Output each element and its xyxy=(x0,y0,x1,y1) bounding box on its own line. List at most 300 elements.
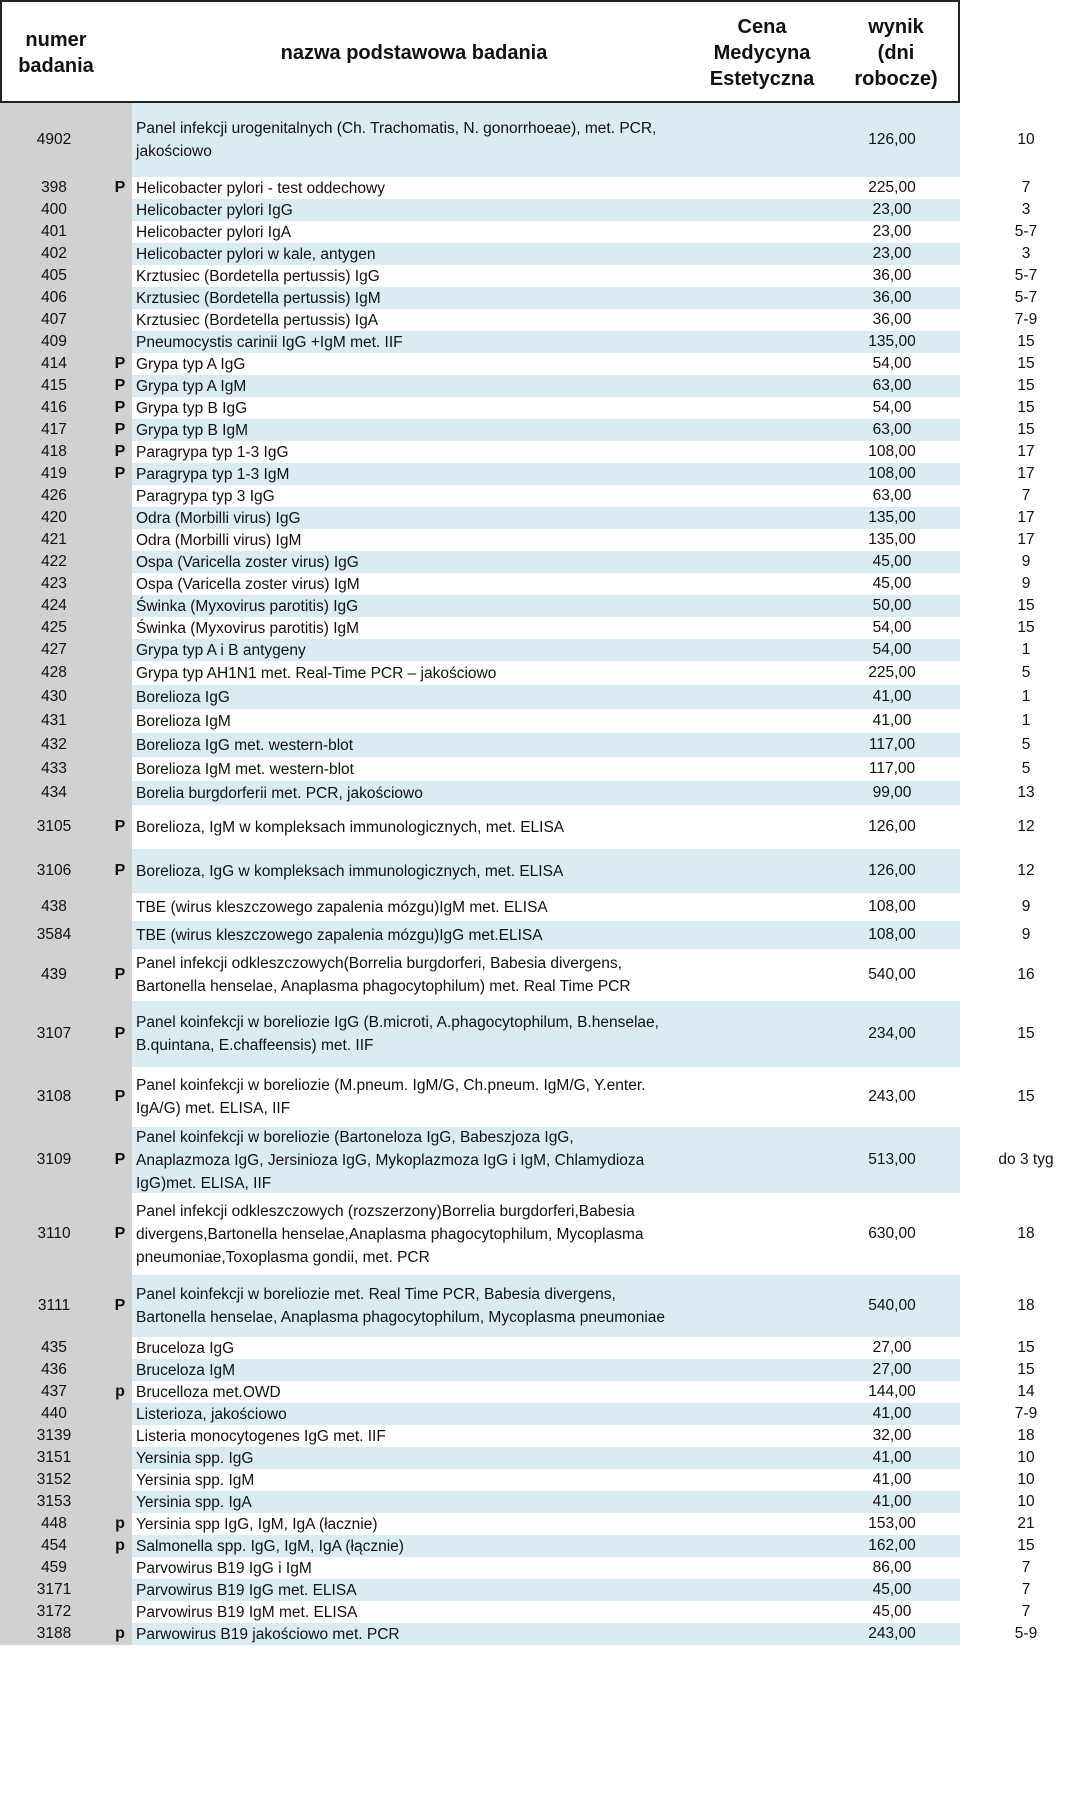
test-flag xyxy=(108,595,132,617)
test-flag xyxy=(108,781,132,805)
test-flag xyxy=(108,309,132,331)
test-price: 540,00 xyxy=(868,966,916,983)
test-price: 108,00 xyxy=(868,898,916,915)
row-body xyxy=(132,485,1031,507)
result-days: 18 xyxy=(1017,1427,1035,1444)
row-body xyxy=(132,733,1031,757)
test-number: 406 xyxy=(0,287,108,309)
test-name: Yersinia spp IgG, IgM, IgA (łacznie) xyxy=(136,1515,378,1533)
table-row xyxy=(0,309,1038,331)
table-row xyxy=(0,353,1035,375)
row-body xyxy=(132,1193,1035,1275)
test-flag xyxy=(108,551,132,573)
result-days: 15 xyxy=(1017,1361,1035,1378)
row-body xyxy=(132,1535,1035,1557)
test-name: Świnka (Myxovirus parotitis) IgG xyxy=(136,597,359,615)
test-number: 3106 xyxy=(0,849,108,893)
test-flag xyxy=(108,1557,132,1579)
row-body xyxy=(132,573,1031,595)
test-price: 27,00 xyxy=(872,1339,912,1356)
test-name: Borelioza IgG xyxy=(136,688,230,706)
table-row xyxy=(0,507,1035,529)
test-price: 32,00 xyxy=(872,1427,912,1444)
test-price: 23,00 xyxy=(872,245,912,262)
test-name: Helicobacter pylori IgG xyxy=(136,201,293,219)
test-name: Świnka (Myxovirus parotitis) IgM xyxy=(136,619,360,637)
test-number: 3584 xyxy=(0,921,108,949)
result-days: 14 xyxy=(1017,1383,1035,1400)
test-name: Helicobacter pylori - test oddechowy xyxy=(136,179,385,197)
test-price: 41,00 xyxy=(872,712,912,729)
result-days: 5-7 xyxy=(1014,289,1038,306)
test-flag xyxy=(108,757,132,781)
result-days: 16 xyxy=(1017,966,1035,983)
result-days: 18 xyxy=(1017,1297,1035,1314)
result-days: 17 xyxy=(1017,531,1035,548)
test-number: 432 xyxy=(0,733,108,757)
test-flag xyxy=(108,921,132,949)
test-number: 435 xyxy=(0,1337,108,1359)
test-price: 630,00 xyxy=(868,1225,916,1242)
test-flag: P xyxy=(108,849,132,893)
row-body xyxy=(132,1067,1035,1127)
test-price: 86,00 xyxy=(872,1559,912,1576)
test-price: 153,00 xyxy=(868,1515,916,1532)
test-name: Panel koinfekcji w boreliozie (M.pneum. IgM/G, Ch.pneum. IgM/G, Y.enter. IgA/G) met. ELISA, IIF xyxy=(136,1077,646,1117)
test-flag: P xyxy=(108,375,132,397)
test-flag: P xyxy=(108,805,132,849)
test-flag: P xyxy=(108,397,132,419)
test-number: 3107 xyxy=(0,1001,108,1067)
test-name: Borelioza, IgG w kompleksach immunologicznych, met. ELISA xyxy=(136,862,564,880)
table-row xyxy=(0,1447,1035,1469)
result-days: 15 xyxy=(1017,1537,1035,1554)
test-price: 117,00 xyxy=(868,760,916,777)
row-body xyxy=(132,781,1035,805)
row-body xyxy=(132,1601,1031,1623)
table-row xyxy=(0,551,1031,573)
test-price: 54,00 xyxy=(872,619,912,636)
test-price: 27,00 xyxy=(872,1361,912,1378)
test-name: Grypa typ A IgG xyxy=(136,355,246,373)
test-name: Parwowirus B19 jakościowo met. PCR xyxy=(136,1625,400,1643)
test-number: 3109 xyxy=(0,1127,108,1193)
test-flag xyxy=(108,287,132,309)
test-price: 63,00 xyxy=(872,377,912,394)
row-body xyxy=(132,441,1035,463)
row-body xyxy=(132,1381,1035,1403)
test-number: 419 xyxy=(0,463,108,485)
test-price: 135,00 xyxy=(868,333,916,350)
row-body xyxy=(132,661,1031,685)
test-flag: P xyxy=(108,1275,132,1337)
result-days: 5-7 xyxy=(1014,223,1038,240)
test-flag xyxy=(108,1447,132,1469)
row-body xyxy=(132,595,1035,617)
test-name: Panel koinfekcji w boreliozie IgG (B.microti, A.phagocytophilum, B.henselae, B.quintana, E.chaffeensis) met. IIF xyxy=(136,1014,659,1054)
test-price: 108,00 xyxy=(868,926,916,943)
row-body xyxy=(132,397,1035,419)
test-flag xyxy=(108,331,132,353)
test-price: 36,00 xyxy=(872,311,912,328)
result-days: 15 xyxy=(1017,1088,1035,1105)
test-number: 3139 xyxy=(0,1425,108,1447)
test-price: 126,00 xyxy=(868,862,916,879)
result-days: 7 xyxy=(1021,1559,1031,1576)
row-body xyxy=(132,639,1031,661)
table-row xyxy=(0,805,1035,849)
test-number: 3171 xyxy=(0,1579,108,1601)
test-price: 23,00 xyxy=(872,201,912,218)
row-body xyxy=(132,375,1035,397)
test-price: 41,00 xyxy=(872,1493,912,1510)
test-flag xyxy=(108,529,132,551)
table-row xyxy=(0,463,1035,485)
table-row xyxy=(0,375,1035,397)
test-name: Paragrypa typ 1-3 IgM xyxy=(136,465,290,483)
result-days: 3 xyxy=(1021,245,1031,262)
row-body xyxy=(132,419,1035,441)
test-flag xyxy=(108,199,132,221)
row-body xyxy=(132,463,1035,485)
table-row xyxy=(0,1425,1035,1447)
row-body xyxy=(132,921,1031,949)
result-days: 17 xyxy=(1017,509,1035,526)
result-days: 15 xyxy=(1017,619,1035,636)
test-name: TBE (wirus kleszczowego zapalenia mózgu)IgG met.ELISA xyxy=(136,926,543,944)
test-flag: P xyxy=(108,1067,132,1127)
test-price: 117,00 xyxy=(868,736,916,753)
test-name: Parvowirus B19 IgM met. ELISA xyxy=(136,1603,358,1621)
result-days: 3 xyxy=(1021,201,1031,218)
test-flag xyxy=(108,243,132,265)
test-name: Helicobacter pylori w kale, antygen xyxy=(136,245,376,263)
test-name: Borelioza IgM met. western-blot xyxy=(136,760,354,778)
test-name: Bruceloza IgM xyxy=(136,1361,236,1379)
test-flag: P xyxy=(108,1127,132,1193)
test-price: 41,00 xyxy=(872,1405,912,1422)
test-flag xyxy=(108,265,132,287)
test-flag xyxy=(108,1403,132,1425)
test-number: 424 xyxy=(0,595,108,617)
result-days: 7 xyxy=(1021,179,1031,196)
table-row xyxy=(0,1491,1035,1513)
test-number: 431 xyxy=(0,709,108,733)
table-row xyxy=(0,265,1038,287)
test-flag xyxy=(108,1491,132,1513)
table-row xyxy=(0,661,1031,685)
table-row xyxy=(0,1381,1035,1403)
test-flag xyxy=(108,485,132,507)
test-flag xyxy=(108,639,132,661)
test-number: 4902 xyxy=(0,103,108,177)
test-flag: p xyxy=(108,1513,132,1535)
test-flag xyxy=(108,1601,132,1623)
table-row xyxy=(0,1535,1035,1557)
row-body xyxy=(132,1359,1035,1381)
table-row xyxy=(0,287,1038,309)
test-number: 3108 xyxy=(0,1067,108,1127)
test-price: 126,00 xyxy=(868,818,916,835)
test-price: 135,00 xyxy=(868,531,916,548)
test-name: Paragrypa typ 1-3 IgG xyxy=(136,443,289,461)
test-flag: P xyxy=(108,441,132,463)
row-body xyxy=(132,757,1031,781)
table-row xyxy=(0,177,1031,199)
result-days: 10 xyxy=(1017,131,1035,148)
test-name: Grypa typ B IgM xyxy=(136,421,248,439)
test-price: 45,00 xyxy=(872,553,912,570)
result-days: 21 xyxy=(1017,1515,1035,1532)
row-body xyxy=(132,1469,1035,1491)
test-name: Grypa typ B IgG xyxy=(136,399,248,417)
test-price: 243,00 xyxy=(868,1088,916,1105)
test-flag xyxy=(108,103,132,177)
test-name: Brucelloza met.OWD xyxy=(136,1383,281,1401)
result-days: 1 xyxy=(1021,688,1031,705)
test-flag xyxy=(108,709,132,733)
test-name: Paragrypa typ 3 IgG xyxy=(136,487,275,505)
test-number: 417 xyxy=(0,419,108,441)
test-name: Panel infekcji odkleszczowych (rozszerzony)Borrelia burgdorferi,Babesia divergens,Bartonella henselae,Anaplasma phagocytophilum, Mycoplasma pneumoniae,Toxoplasma gondii, met. PCR xyxy=(136,1202,644,1266)
test-price: 99,00 xyxy=(872,784,912,801)
table-row xyxy=(0,1275,1035,1337)
row-body xyxy=(132,199,1031,221)
test-name: Pneumocystis carinii IgG +IgM met. IIF xyxy=(136,333,403,351)
test-name: Odra (Morbilli virus) IgM xyxy=(136,531,302,549)
row-body xyxy=(132,221,1038,243)
test-flag: P xyxy=(108,949,132,1001)
test-price: 126,00 xyxy=(868,131,916,148)
test-number: 437 xyxy=(0,1381,108,1403)
result-days: 7-9 xyxy=(1014,1405,1038,1422)
test-price: 234,00 xyxy=(868,1025,916,1042)
table-row xyxy=(0,573,1031,595)
row-body xyxy=(132,1425,1035,1447)
row-body xyxy=(132,287,1038,309)
header-price: Cena Medycyna Estetyczna xyxy=(709,15,815,90)
test-number: 426 xyxy=(0,485,108,507)
test-flag: P xyxy=(108,463,132,485)
test-name: Parvowirus B19 IgG i IgM xyxy=(136,1559,312,1577)
test-number: 3188 xyxy=(0,1623,108,1645)
test-number: 436 xyxy=(0,1359,108,1381)
row-body xyxy=(132,353,1035,375)
table-row xyxy=(0,1127,1054,1193)
result-days: 7 xyxy=(1021,1603,1031,1620)
row-body xyxy=(132,949,1035,1001)
test-flag xyxy=(108,617,132,639)
test-flag xyxy=(108,507,132,529)
table-row xyxy=(0,1623,1038,1645)
test-number: 400 xyxy=(0,199,108,221)
row-body xyxy=(132,1403,1038,1425)
table-row xyxy=(0,103,1035,177)
result-days: 15 xyxy=(1017,1339,1035,1356)
result-days: 10 xyxy=(1017,1449,1035,1466)
test-price: 36,00 xyxy=(872,289,912,306)
test-name: Helicobacter pylori IgA xyxy=(136,223,292,241)
test-price: 45,00 xyxy=(872,1603,912,1620)
row-body xyxy=(132,617,1035,639)
test-name: Panel infekcji odkleszczowych(Borrelia burgdorferi, Babesia divergens, Bartonella henselae, Anaplasma phagocytophilum) met. Real Time PCR xyxy=(136,955,631,995)
test-name: Ospa (Varicella zoster virus) IgM xyxy=(136,575,360,593)
table-row xyxy=(0,595,1035,617)
table-row xyxy=(0,419,1035,441)
result-days: 9 xyxy=(1021,898,1031,915)
table-row xyxy=(0,331,1035,353)
test-price: 135,00 xyxy=(868,509,916,526)
test-price: 63,00 xyxy=(872,487,912,504)
test-flag: P xyxy=(108,1001,132,1067)
table-row xyxy=(0,1001,1035,1067)
test-number: 430 xyxy=(0,685,108,709)
table-row xyxy=(0,1193,1035,1275)
test-flag: P xyxy=(108,177,132,199)
row-body xyxy=(132,1579,1031,1601)
result-days: 7 xyxy=(1021,487,1031,504)
test-name: Grypa typ A IgM xyxy=(136,377,247,395)
test-number: 434 xyxy=(0,781,108,805)
result-days: 15 xyxy=(1017,355,1035,372)
test-name: Salmonella spp. IgG, IgM, IgA (łącznie) xyxy=(136,1537,404,1555)
test-name: Panel koinfekcji w boreliozie (Bartoneloza IgG, Babeszjoza IgG, Anaplazmoza IgG, Jersinioza IgG, Mykoplazmoza IgG i IgM, Chlamydioza IgG)met. ELISA, IIF xyxy=(136,1128,645,1192)
test-number: 3105 xyxy=(0,805,108,849)
test-price: 144,00 xyxy=(868,1383,916,1400)
test-price: 41,00 xyxy=(872,1471,912,1488)
row-body xyxy=(132,1447,1035,1469)
test-number: 440 xyxy=(0,1403,108,1425)
test-name: Parvowirus B19 IgG met. ELISA xyxy=(136,1581,357,1599)
result-days: 10 xyxy=(1017,1471,1035,1488)
result-days: 9 xyxy=(1021,553,1031,570)
test-price: 63,00 xyxy=(872,421,912,438)
row-body xyxy=(132,685,1031,709)
test-price: 45,00 xyxy=(872,575,912,592)
test-name: TBE (wirus kleszczowego zapalenia mózgu)IgM met. ELISA xyxy=(136,898,548,916)
result-days: 13 xyxy=(1017,784,1035,801)
result-days: 15 xyxy=(1017,421,1035,438)
result-days: 9 xyxy=(1021,926,1031,943)
row-body xyxy=(132,1623,1038,1645)
test-price: 54,00 xyxy=(872,641,912,658)
test-price: 41,00 xyxy=(872,1449,912,1466)
test-number: 418 xyxy=(0,441,108,463)
result-days: 17 xyxy=(1017,465,1035,482)
test-number: 3110 xyxy=(0,1193,108,1275)
test-price: 513,00 xyxy=(868,1151,916,1168)
table-row xyxy=(0,1469,1035,1491)
result-days: 5 xyxy=(1021,760,1031,777)
test-number: 405 xyxy=(0,265,108,287)
test-price: 108,00 xyxy=(868,465,916,482)
row-body xyxy=(132,265,1038,287)
test-name: Yersinia spp. IgA xyxy=(136,1493,252,1511)
test-number: 454 xyxy=(0,1535,108,1557)
result-days: 12 xyxy=(1017,818,1035,835)
table-row xyxy=(0,221,1038,243)
row-body xyxy=(132,893,1031,921)
table-header xyxy=(0,0,960,103)
test-flag xyxy=(108,1579,132,1601)
test-flag: P xyxy=(108,419,132,441)
table-row xyxy=(0,441,1035,463)
test-price: 540,00 xyxy=(868,1297,916,1314)
test-flag xyxy=(108,685,132,709)
table-row xyxy=(0,1579,1031,1601)
row-body xyxy=(132,1337,1035,1359)
row-body xyxy=(132,103,1035,177)
table-row xyxy=(0,757,1031,781)
test-name: Borelia burgdorferii met. PCR, jakościowo xyxy=(136,784,423,802)
table-row xyxy=(0,1403,1038,1425)
test-flag: p xyxy=(108,1535,132,1557)
table-row xyxy=(0,685,1031,709)
test-price: 243,00 xyxy=(868,1625,916,1642)
table-row xyxy=(0,949,1035,1001)
row-body xyxy=(132,507,1035,529)
row-body xyxy=(132,849,1035,893)
row-body xyxy=(132,551,1031,573)
table-row xyxy=(0,921,1031,949)
test-number: 427 xyxy=(0,639,108,661)
result-days: 15 xyxy=(1017,1025,1035,1042)
test-flag xyxy=(108,573,132,595)
row-body xyxy=(132,805,1035,849)
test-number: 422 xyxy=(0,551,108,573)
result-days: 12 xyxy=(1017,862,1035,879)
test-name: Listeria monocytogenes IgG met. IIF xyxy=(136,1427,386,1445)
header-result-days: wynik (dni robocze) xyxy=(854,15,938,90)
row-body xyxy=(132,709,1031,733)
test-name: Yersinia spp. IgM xyxy=(136,1471,255,1489)
test-flag: p xyxy=(108,1381,132,1403)
test-price: 36,00 xyxy=(872,267,912,284)
test-number: 3111 xyxy=(0,1275,108,1337)
result-days: 9 xyxy=(1021,575,1031,592)
test-flag: P xyxy=(108,353,132,375)
table-row xyxy=(0,1067,1035,1127)
test-name: Panel koinfekcji w boreliozie met. Real Time PCR, Babesia divergens, Bartonella henselae, Anaplasma phagocytophilum, Mycoplasma pneumoniae xyxy=(136,1286,666,1326)
result-days: 15 xyxy=(1017,377,1035,394)
test-name: Krztusiec (Bordetella pertussis) IgG xyxy=(136,267,380,285)
row-body xyxy=(132,309,1038,331)
test-flag xyxy=(108,1425,132,1447)
test-flag: P xyxy=(108,1193,132,1275)
test-number: 414 xyxy=(0,353,108,375)
test-name: Listerioza, jakościowo xyxy=(136,1405,287,1423)
test-price: 108,00 xyxy=(868,443,916,460)
test-price: 50,00 xyxy=(872,597,912,614)
test-price: 23,00 xyxy=(872,223,912,240)
test-name: Krztusiec (Bordetella pertussis) IgM xyxy=(136,289,381,307)
test-number: 421 xyxy=(0,529,108,551)
row-body xyxy=(132,243,1031,265)
test-number: 407 xyxy=(0,309,108,331)
test-number: 423 xyxy=(0,573,108,595)
test-flag: p xyxy=(108,1623,132,1645)
test-price: 54,00 xyxy=(872,399,912,416)
test-price: 225,00 xyxy=(868,664,916,681)
test-flag xyxy=(108,1359,132,1381)
table-row xyxy=(0,733,1031,757)
row-body xyxy=(132,1557,1031,1579)
test-number: 459 xyxy=(0,1557,108,1579)
test-name: Krztusiec (Bordetella pertussis) IgA xyxy=(136,311,379,329)
row-body xyxy=(132,331,1035,353)
row-body xyxy=(132,1001,1035,1067)
test-number: 416 xyxy=(0,397,108,419)
